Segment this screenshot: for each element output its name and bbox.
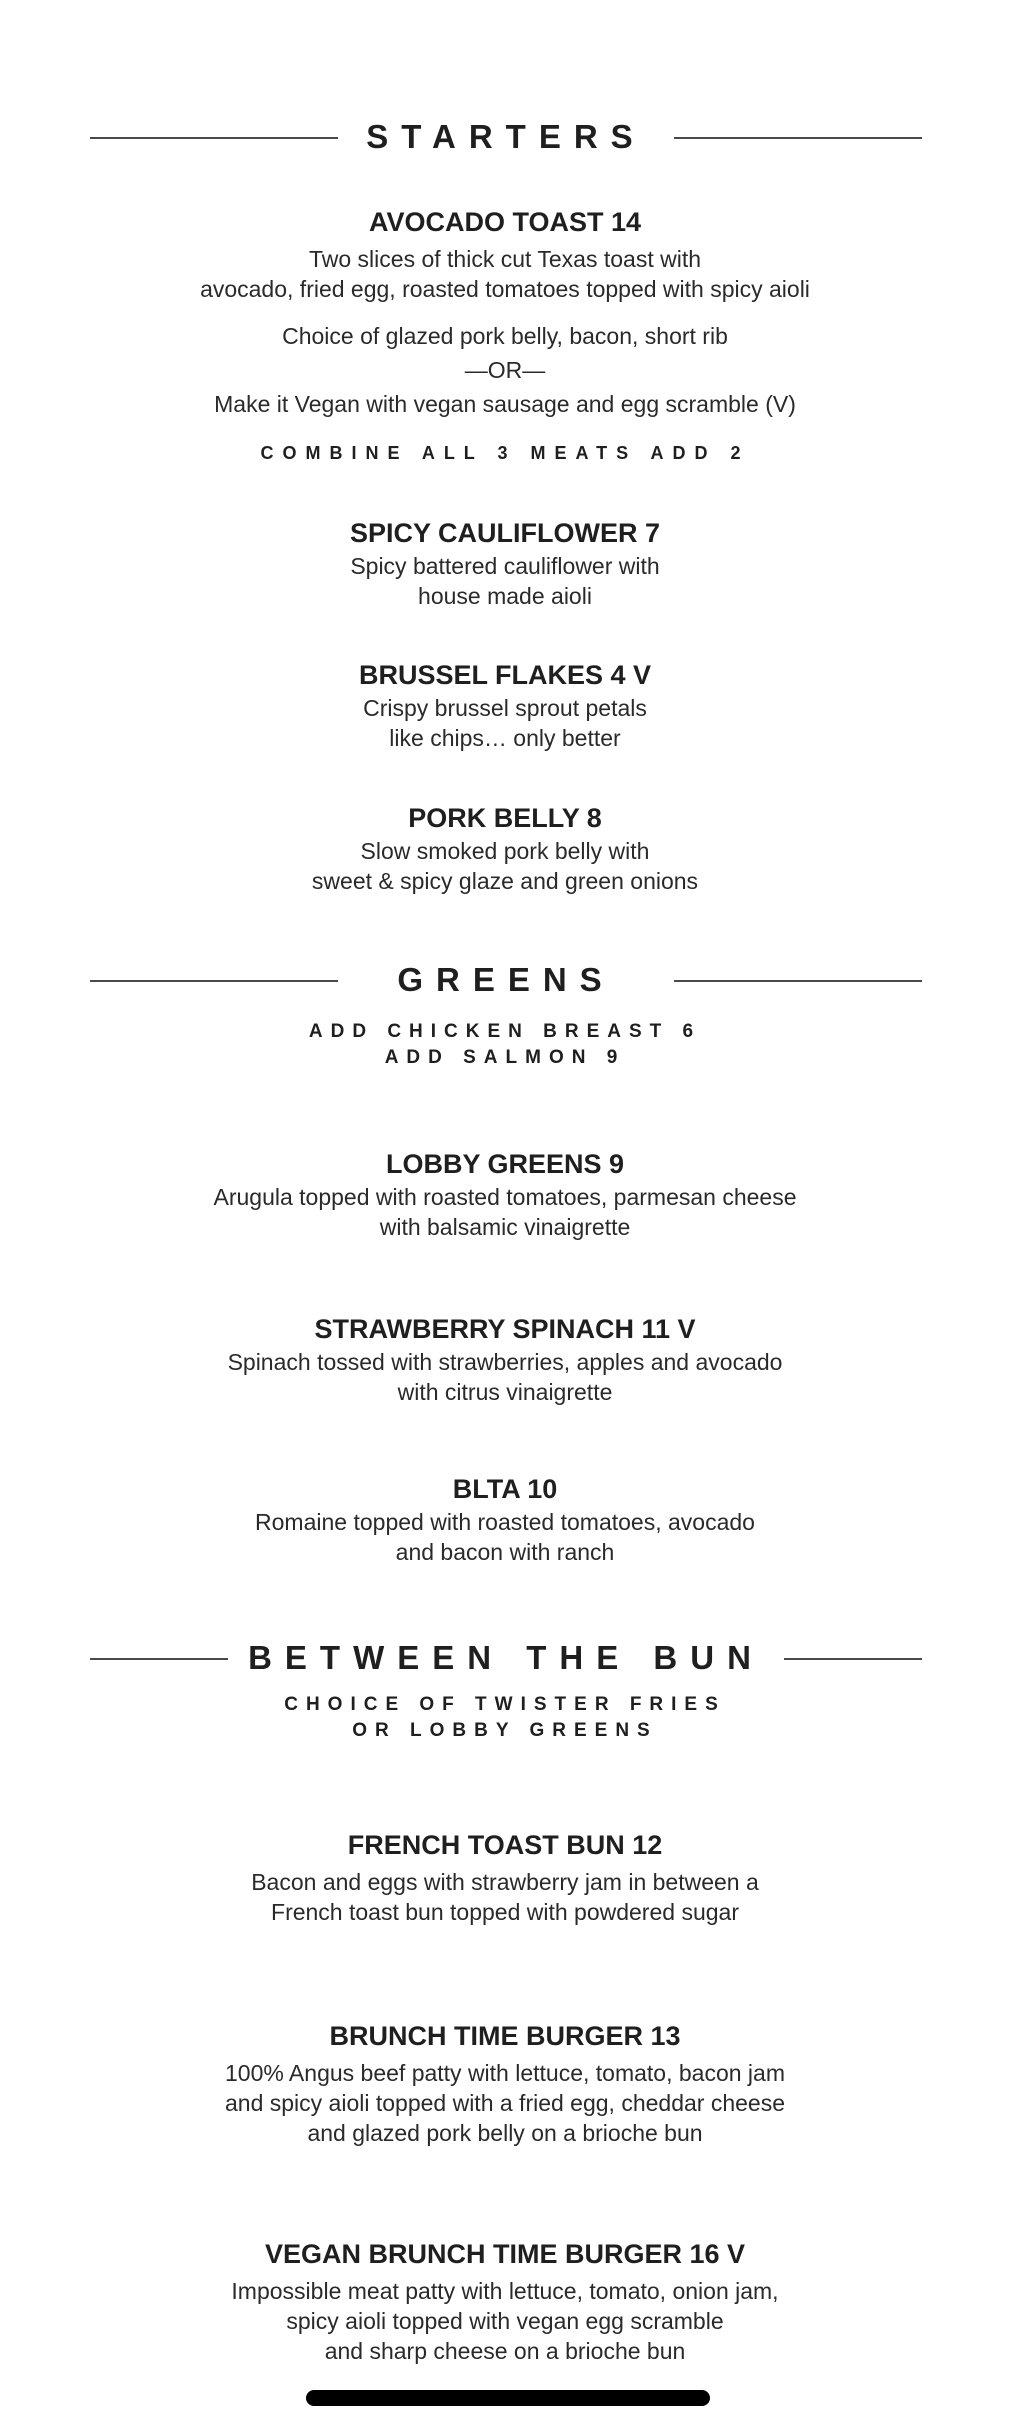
option-line: Choice of glazed pork belly, bacon, short rib — [282, 323, 728, 349]
divider-right — [784, 1658, 922, 1660]
description-line: and sharp cheese on a brioche bun — [324, 2338, 686, 2364]
menu-item-brunch-time-burger — [0, 2018, 1010, 2148]
description-line: Two slices of thick cut Texas toast with — [308, 246, 701, 272]
description-line: Impossible meat patty with lettuce, tomato, onion jam, — [231, 2278, 779, 2304]
divider-right — [674, 137, 922, 139]
menu-item-blta — [0, 1471, 1010, 1567]
menu-item-avocado-toast — [0, 204, 1010, 421]
section-title: GREENS — [397, 961, 615, 998]
description-line: spicy aioli topped with vegan egg scramble — [286, 2308, 724, 2334]
item-options — [0, 319, 1010, 421]
description-line: and spicy aioli topped with a fried egg, cheddar cheese — [224, 2090, 786, 2116]
home-indicator-bar[interactable] — [306, 2390, 710, 2406]
item-name: STRAWBERRY SPINACH 11 V — [314, 1314, 696, 1344]
description-line: and glazed pork belly on a brioche bun — [307, 2120, 703, 2146]
greens-addon: ADD SALMON 9 — [384, 1047, 626, 1068]
menu-item-french-toast-bun — [0, 1827, 1010, 1927]
section-title: BETWEEN THE BUN — [248, 1639, 764, 1676]
between-the-bun-heading — [90, 1628, 922, 1688]
description-line: French toast bun topped with powdered sugar — [271, 1899, 739, 1925]
item-description — [0, 693, 1010, 753]
starters-heading — [90, 107, 922, 167]
section-title: STARTERS — [366, 118, 646, 155]
description-line: with balsamic vinaigrette — [379, 1214, 631, 1240]
item-name: PORK BELLY 8 — [408, 803, 602, 833]
item-name: BLTA 10 — [452, 1474, 558, 1504]
item-name: BRUSSEL FLAKES 4 V — [358, 660, 652, 690]
item-description — [0, 2276, 1010, 2366]
item-description — [0, 551, 1010, 611]
item-description — [0, 1867, 1010, 1927]
description-line: Crispy brussel sprout petals — [363, 695, 647, 721]
description-line: avocado, fried egg, roasted tomatoes topped with spicy aioli — [200, 276, 810, 302]
bun-side-choice: CHOICE OF TWISTER FRIES — [284, 1694, 726, 1715]
menu-item-brussel-flakes — [0, 657, 1010, 753]
combine-note: COMBINE ALL 3 MEATS ADD 2 — [260, 443, 750, 463]
description-line: Slow smoked pork belly with — [360, 838, 650, 864]
menu-item-vegan-brunch-time-burger — [0, 2236, 1010, 2366]
item-description — [0, 1507, 1010, 1567]
description-line: Arugula topped with roasted tomatoes, parmesan cheese — [213, 1184, 797, 1210]
description-line: Romaine topped with roasted tomatoes, avocado — [255, 1509, 755, 1535]
item-description — [0, 2058, 1010, 2148]
divider-right — [674, 980, 922, 982]
description-line: sweet & spicy glaze and green onions — [311, 868, 699, 894]
menu-item-spicy-cauliflower — [0, 515, 1010, 611]
description-line: Spicy battered cauliflower with — [350, 553, 660, 579]
option-or: —OR— — [464, 357, 546, 383]
description-line: with citrus vinaigrette — [397, 1379, 613, 1405]
item-name: SPICY CAULIFLOWER 7 — [349, 518, 661, 548]
description-line: house made aioli — [418, 583, 592, 609]
bun-side-choice: OR LOBBY GREENS — [352, 1720, 658, 1741]
item-name: AVOCADO TOAST 14 — [368, 207, 642, 237]
item-description — [0, 1347, 1010, 1407]
description-line: 100% Angus beef patty with lettuce, tomato, bacon jam — [224, 2060, 785, 2086]
item-description — [0, 244, 1010, 304]
greens-addon: ADD CHICKEN BREAST 6 — [308, 1021, 702, 1042]
menu-item-lobby-greens — [0, 1146, 1010, 1242]
item-name: FRENCH TOAST BUN 12 — [347, 1830, 663, 1860]
item-name: LOBBY GREENS 9 — [385, 1149, 625, 1179]
item-description — [0, 1182, 1010, 1242]
option-line: Make it Vegan with vegan sausage and egg scramble (V) — [214, 391, 796, 417]
menu-item-pork-belly — [0, 800, 1010, 896]
description-line: like chips… only better — [389, 725, 621, 751]
greens-heading — [90, 950, 922, 1010]
description-line: Spinach tossed with strawberries, apples and avocado — [227, 1349, 783, 1375]
item-name: VEGAN BRUNCH TIME BURGER 16 V — [264, 2239, 746, 2269]
menu-item-strawberry-spinach — [0, 1311, 1010, 1407]
item-name: BRUNCH TIME BURGER 13 — [329, 2021, 681, 2051]
description-line: and bacon with ranch — [395, 1539, 615, 1565]
item-description — [0, 836, 1010, 896]
description-line: Bacon and eggs with strawberry jam in between a — [251, 1869, 759, 1895]
